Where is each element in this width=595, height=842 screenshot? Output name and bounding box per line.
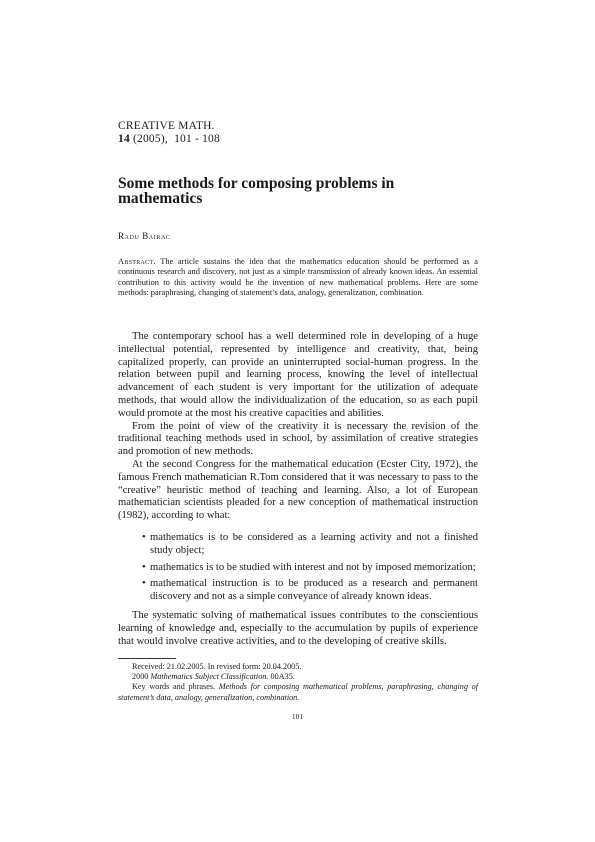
body-text [118,331,478,648]
footnote-divider [118,658,176,659]
keywords-note: Key words and phrases. Methods for composing mathematical problems, paraphrasing, changing of statement’s data, analogy, generalization, combination. [118,682,479,702]
received-note: Received: 21.02.2005. In revised form: 20.04.2005. [132,662,302,671]
journal-volume: 14 [118,133,130,145]
bullet-icon: • [142,578,146,590]
msc-note: 2000 Mathematics Subject Classification. 00A35. [132,672,295,682]
paper-title: Some methods for composing problems in mathematics [118,175,395,207]
paragraph-1: The contemporary school has a well determined role in developing of a huge intellectual potential, represented by intelligence and creativity, that, being capitalized properly, can provide an uninterrupted social-human progress. In the relation between pupil and learning process, knowing the level of intellectual advancement of each student is very important for the utilization of adequate methods, that would allow the individualization of the education, so as each pupil would promote at the most his creative capacities and abilities. [118,331,478,419]
journal-year: (2005), [132,133,168,145]
bullet-list [118,532,478,604]
list-item: • mathematics is to be considered as a learning activity and not a finished study object; [142,531,478,556]
abstract [118,257,478,299]
bullet-icon: • [142,531,146,543]
journal-name: CREATIVE MATH. [118,120,215,132]
journal-header [118,120,220,146]
list-item: • mathematics is to be studied with interest and not by imposed memorization; [142,561,476,573]
paper-author: Radu Bairac [118,231,171,241]
footnotes [118,662,478,703]
page-number: 101 [291,712,304,721]
journal-pages: 101 - 108 [174,133,220,145]
paragraph-3: At the second Congress for the mathematical education (Ecster City, 1972), the famous French mathematician R.Tom considered that it was necessary to pass to the “creative” heuristic method of teaching and learning. Also, a lot of European mathematician scientists pleaded for a new conception of mathematical instruction (1982), according to what: [118,458,478,522]
journal-citation [118,133,220,146]
list-item: • mathematical instruction is to be produced as a research and permanent discovery and not as a simple conveyance of already known ideas. [142,578,478,603]
paragraph-2: From the point of view of the creativity it is necessary the revision of the traditional teaching methods used in school, by assimilation of creative strategies and promotion of new methods. [118,420,478,458]
paragraph-4: The systematic solving of mathematical issues contributes to the conscientious learning of knowledge and, especially to the accumulation by pupils of experience that would involve creative activities, and to the developing of creative skills. [118,609,478,647]
abstract-label: Abstract. [118,257,156,266]
abstract-text: The article sustains the idea that the mathematics education should be performed as a continuous research and discovery, not just as a simple transmission of already known ideas. An essential contribution to this activity would be the invention of new mathematical problems. Here are some methods: paraphrasing, changing of statement’s data, analogy, generalization, combination. [118,257,478,298]
bullet-icon: • [142,561,146,573]
